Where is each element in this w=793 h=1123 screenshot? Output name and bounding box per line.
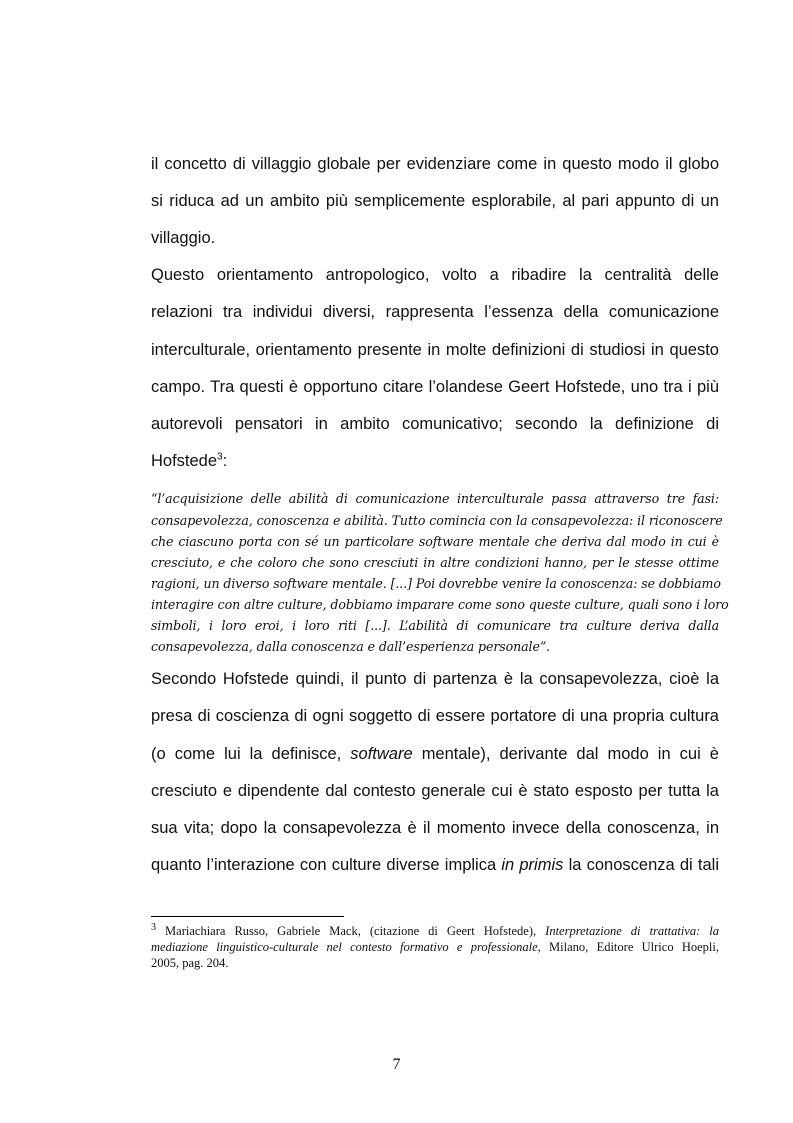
footnote-title-part: mediazione linguistico-culturale nel contesto formativo e professionale [151, 940, 538, 954]
footnote-line: 2005, pag. 204. [151, 956, 229, 970]
body-line: presa di coscienza di ogni soggetto di essere portatore di una propria cultura [151, 707, 719, 725]
text-span: , Milano, Editore Ulrico Hoepli, [537, 940, 719, 954]
text-span: (o come lui la definisce, [151, 745, 342, 763]
quote-line [151, 491, 719, 507]
body-line: villaggio. [151, 229, 216, 247]
page-number: 7 [392, 1056, 401, 1073]
quote-text: l’acquisizione delle abilità di comunicazione interculturale passa attraverso tre fasi: [157, 491, 719, 506]
body-line: sua vita; dopo la consapevolezza è il momento invece della conoscenza, in [151, 819, 719, 837]
body-line: cresciuto e dipendente dal contesto generale cui è stato esposto per tutta la [151, 782, 719, 800]
footnote-line [151, 940, 719, 955]
emphasis-software: software [350, 745, 413, 763]
quote-line: cresciuto, e che coloro che sono cresciuti in altre condizioni hanno, per le stesse ottime [151, 555, 719, 570]
footnote-number: 3 [151, 921, 156, 933]
hofstede-word: Hofstede [151, 452, 218, 470]
text-span: Mariachiara Russo, Gabriele Mack, (citazione di Geert Hofstede), [165, 924, 537, 938]
body-line [151, 744, 719, 764]
body-line: si riduca ad un ambito più semplicemente esplorabile, al pari appunto di un [151, 192, 719, 210]
colon: : [222, 452, 228, 470]
footnote-ref: 3 [217, 451, 223, 463]
emphasis-in-primis: in primis [501, 856, 564, 874]
body-line: autorevoli pensatori in ambito comunicativo; secondo la definizione di [151, 415, 719, 433]
text-span: la conoscenza di tali [568, 856, 719, 874]
body-line: Questo orientamento antropologico, volto a ribadire la centralità delle [151, 266, 719, 284]
quote-line: consapevolezza, conoscenza e abilità. Tutto comincia con la consapevolezza: il riconoscere [151, 513, 723, 528]
body-line: Secondo Hofstede quindi, il punto di partenza è la consapevolezza, cioè la [151, 670, 719, 688]
quote-line: interagire con altre culture, dobbiamo imparare come sono queste culture, quali sono i loro [151, 597, 729, 612]
body-line [151, 855, 719, 875]
text-span: quanto l’interazione con culture diverse implica [151, 856, 497, 874]
footnote-divider [151, 916, 344, 917]
body-line: interculturale, orientamento presente in molte definizioni di studiosi in questo [151, 341, 719, 359]
quote-line: che ciascuno porta con sé un particolare software mentale che deriva dal modo in cui è [151, 534, 719, 549]
body-line: il concetto di villaggio globale per evidenziare come in questo modo il globo [151, 155, 719, 173]
footnote-title-part: Interpretazione di trattativa: la [545, 924, 720, 938]
text-span: mentale), derivante dal modo in cui è [421, 745, 719, 763]
body-line [151, 451, 719, 471]
quote-line: consapevolezza, dalla conoscenza e dall’esperienza personale”. [151, 639, 551, 654]
quote-line: ragioni, un diverso software mentale. [...] Poi dovrebbe venire la conoscenza: se dobbiamo [151, 576, 721, 591]
quote-open-mark: “ [151, 491, 158, 506]
footnote-line [151, 921, 720, 939]
quote-line: simboli, i loro eroi, i loro riti [...]. L’abilità di comunicare tra culture deriva dalla [151, 618, 719, 633]
body-line: campo. Tra questi è opportuno citare l’olandese Geert Hofstede, uno tra i più [151, 378, 719, 396]
body-line: relazioni tra individui diversi, rappresenta l’essenza della comunicazione [151, 303, 719, 321]
